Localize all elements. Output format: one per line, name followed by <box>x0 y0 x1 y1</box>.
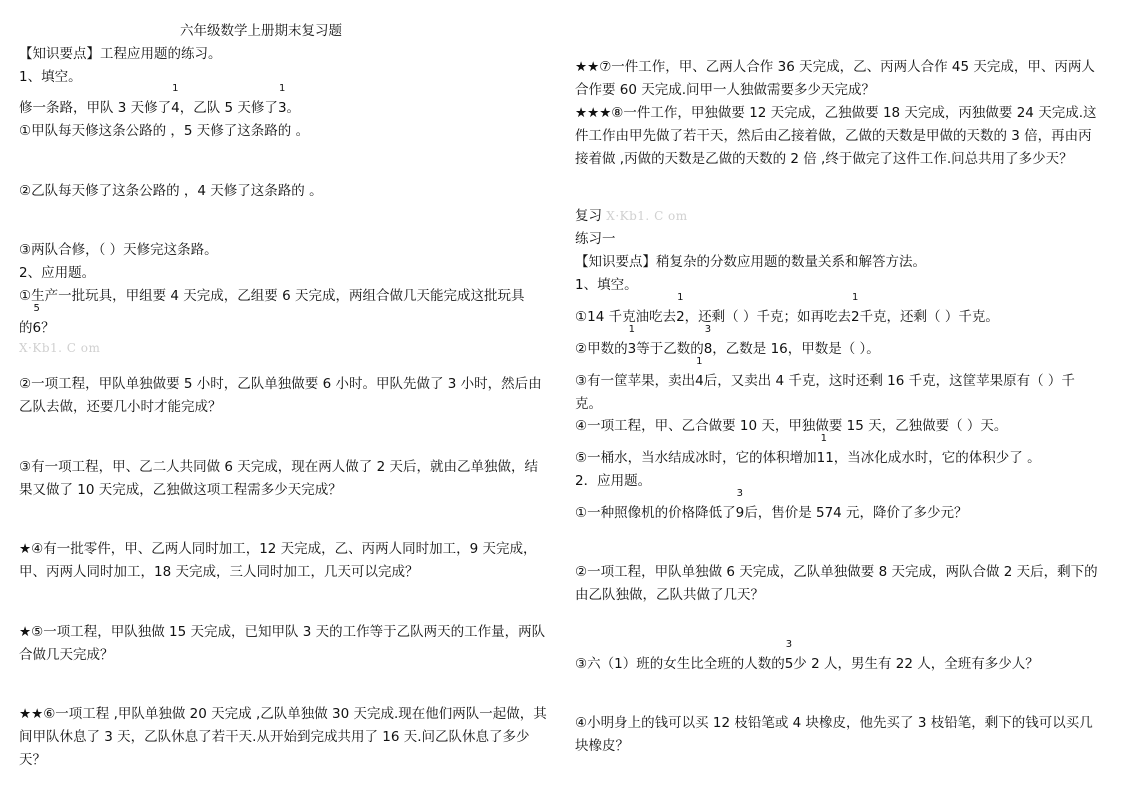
problem-7: ★★⑦一件工作，甲、乙两人合作 36 天完成，乙、丙两人合作 45 天完成，甲、丙两人合作要 60 天完成.问甲一人独做需要多少天完成？ <box>575 59 1095 98</box>
problem-3: ③有一项工程，甲、乙二人共同做 6 天完成，现在两人做了 2 天后，就由乙单独做，结果又做了 10 天完成，乙独做这项工程需多少天完成？ <box>19 459 538 498</box>
fraction-denominator: 4 <box>695 373 704 389</box>
text: ，当冰化成水时，它的体积少了 。 <box>833 450 1041 466</box>
fraction-denominator: 5 <box>784 656 794 672</box>
watermark: X·Kb1. C om <box>19 341 101 355</box>
fraction-numerator: 3 <box>704 324 712 335</box>
section-fill-blank: 1、填空。 <box>19 69 82 85</box>
text: ，乙数是 16，甲数是（ ）。 <box>712 341 880 357</box>
section-application: 2．应用题。 <box>575 473 652 489</box>
fraction-numerator: 1 <box>820 433 827 444</box>
fraction-numerator: 1 <box>278 83 286 94</box>
problem-1-end: ？ <box>41 320 55 336</box>
text: 后，又卖出 4 千克，这时还剩 16 千克，这筐苹果原有（ ）千 <box>703 373 1075 389</box>
fill-question-3 <box>575 356 1075 393</box>
fraction-one-quarter <box>171 83 180 120</box>
fill-question-1: ①甲队每天修这条公路的 ，5 天修了这条路的 。 <box>19 123 310 139</box>
section-application: 2、应用题。 <box>19 265 96 281</box>
text: ①14 千克油吃去 <box>575 309 677 325</box>
problem-6: ★★⑥一项工程 ,甲队单独做 20 天完成 ,乙队单独做 30 天完成.现在他们两队一起做，其间甲队休息了 3 天，乙队休息了若干天.从开始到完成共用了 16 天.问乙队休息了多少天？ <box>19 706 547 768</box>
fill-question-5 <box>575 433 1041 470</box>
fraction-denominator: 6 <box>32 320 42 336</box>
text: ①一种照像机的价格降低了 <box>575 505 736 521</box>
fraction-one-third <box>277 83 287 120</box>
fraction-numerator: 1 <box>628 324 635 335</box>
fraction-one-quarter <box>695 356 704 393</box>
text: ③六（1）班的女生比全班的人数的 <box>575 656 785 672</box>
fraction-denominator: 11 <box>816 450 834 466</box>
fraction-denominator: 4 <box>171 100 180 116</box>
problem-1-text: 的 <box>19 320 33 336</box>
fraction-denominator: 2 <box>676 309 685 325</box>
section-fill-blank: 1、填空。 <box>575 277 638 293</box>
problem-1-line-1: ①生产一批玩具，甲组要 4 天完成，乙组要 6 天完成，两组合做几天能完成这批玩具 <box>19 288 525 304</box>
fraction-one-eleventh <box>816 433 834 470</box>
text: 后，售价是 574 元，降价了多少元？ <box>744 505 968 521</box>
exercise-heading: 练习一 <box>575 231 616 247</box>
application-3 <box>575 639 1039 676</box>
problem-8: ★★★⑧一件工作，甲独做要 12 天完成，乙独做要 18 天完成，丙独做要 24 天完成.这件工作由甲先做了若干天，然后由乙接着做，乙做的天数是甲做的天数的 3 倍，再由丙接着做 ,丙做的天数是乙做的天数的 2 倍 ,终于做完了这件工作.问总共用了多少天？ <box>575 105 1097 167</box>
text: ，还剩（ ）千克；如再吃去 <box>684 309 851 325</box>
fraction-denominator: 8 <box>703 341 713 357</box>
fill-question-4: ④一项工程，甲、乙合做要 10 天，甲独做要 15 天，乙独做要（ ）天。 <box>575 418 1008 434</box>
fill-question-3: ③两队合修，（ ）天修完这条路。 <box>19 242 218 258</box>
fraction-one-third <box>627 324 637 361</box>
fraction-numerator: 3 <box>736 488 743 499</box>
fraction-one-half <box>850 292 860 329</box>
page-title: 六年级数学上册期末复习题 <box>180 23 342 39</box>
application-1 <box>575 488 968 525</box>
fill-question-1 <box>575 292 999 329</box>
fraction-numerator: 1 <box>696 356 703 367</box>
fraction-denominator: 9 <box>735 505 745 521</box>
text: 少 2 人，男生有 22 人，全班有多少人？ <box>793 656 1039 672</box>
fraction-denominator: 3 <box>627 341 637 357</box>
fill-question-2: ②乙队每天修了这条公路的 ，4 天修了这条路的 。 <box>19 183 323 199</box>
road-text-c: 。 <box>286 100 301 116</box>
fraction-numerator: 3 <box>785 639 793 650</box>
fraction-numerator: 1 <box>677 292 684 303</box>
problem-5: ★⑤一项工程，甲队独做 15 天完成，已知甲队 3 天的工作等于乙队两天的工作量，两队合做几天完成？ <box>19 624 546 663</box>
text: 千克，还剩（ ）千克。 <box>859 309 999 325</box>
fraction-three-ninths <box>735 488 745 525</box>
fill-question-3-end: 克。 <box>575 396 602 412</box>
application-2: ②一项工程，甲队单独做 6 天完成，乙队单独做要 8 天完成，两队合做 2 天后，剩下的由乙队独做，乙队共做了几天？ <box>575 564 1098 603</box>
review-label: 复习 <box>575 208 602 224</box>
application-4: ④小明身上的钱可以买 12 枝铅笔或 4 块橡皮，他先买了 3 枝铅笔，剩下的钱可以买几块橡皮？ <box>575 715 1093 754</box>
problem-2: ②一项工程，甲队单独做要 5 小时，乙队单独做要 6 小时。甲队先做了 3 小时，然后由乙队去做，还要几小时才能完成？ <box>19 376 542 415</box>
text: ⑤一桶水，当水结成冰时，它的体积增加 <box>575 450 817 466</box>
knowledge-point: 【知识要点】稍复杂的分数应用题的数量关系和解答方法。 <box>575 254 926 270</box>
knowledge-point: 【知识要点】工程应用题的练习。 <box>19 46 222 62</box>
text: ②甲数的 <box>575 341 628 357</box>
text: ③有一筐苹果，卖出 <box>575 373 696 389</box>
fraction-three-fifths <box>784 639 794 676</box>
fill-question-2 <box>575 324 880 361</box>
fraction-numerator: 5 <box>33 303 40 314</box>
fraction-denominator: 2 <box>850 309 860 325</box>
problem-4: ★④有一批零件，甲、乙两人同时加工，12 天完成，乙、丙两人同时加工，9 天完成，甲、丙两人同时加工，18 天完成，三人同时加工，几天可以完成？ <box>19 541 537 580</box>
fraction-denominator: 3 <box>277 100 287 116</box>
fraction-one-half <box>676 292 685 329</box>
fraction-numerator: 1 <box>851 292 859 303</box>
road-text-a: 修一条路，甲队 3 天修了 <box>19 100 172 116</box>
review-heading <box>575 205 688 228</box>
road-text-b: ，乙队 5 天修了 <box>179 100 278 116</box>
fraction-three-eighths <box>703 324 713 361</box>
fraction-numerator: 1 <box>172 83 179 94</box>
text: 等于乙数的 <box>636 341 704 357</box>
watermark: X·Kb1. C om <box>606 209 688 223</box>
road-question <box>19 83 301 120</box>
